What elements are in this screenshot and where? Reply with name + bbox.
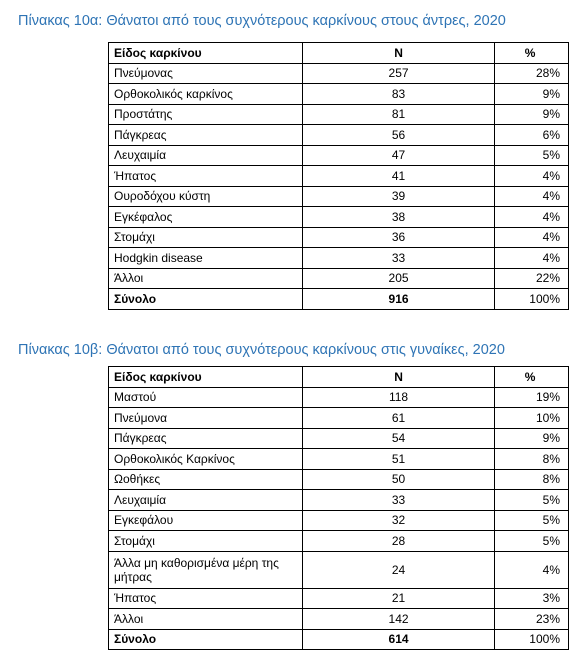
table-row: [109, 145, 569, 166]
cell-count: 205: [302, 268, 494, 289]
cell-cancer-type: Λευχαιμία: [109, 145, 303, 166]
cell-count: 21: [302, 588, 494, 609]
cell-cancer-type: Ωοθήκες: [109, 469, 303, 490]
header-percent: %: [495, 367, 569, 388]
cell-percent: 28%: [495, 63, 569, 84]
cell-percent: 5%: [495, 490, 569, 511]
cell-count: 257: [302, 63, 494, 84]
header-percent: %: [495, 43, 569, 64]
cell-percent: 4%: [495, 186, 569, 207]
cell-percent: 4%: [495, 227, 569, 248]
cell-cancer-type: Εγκέφαλος: [109, 207, 303, 228]
cell-cancer-type: Πνεύμονα: [109, 408, 303, 429]
cell-count: 33: [302, 490, 494, 511]
table-row: [109, 387, 569, 408]
table-row: [109, 227, 569, 248]
cell-cancer-type: Πάγκρεας: [109, 428, 303, 449]
cell-count: 47: [302, 145, 494, 166]
cell-percent: 8%: [495, 469, 569, 490]
cell-cancer-type: Άλλοι: [109, 609, 303, 630]
cell-percent: 5%: [495, 145, 569, 166]
cell-count: 32: [302, 510, 494, 531]
cell-count: 51: [302, 449, 494, 470]
cell-percent: 9%: [495, 84, 569, 105]
cell-cancer-type: Λευχαιμία: [109, 490, 303, 511]
table-total-row: [109, 629, 569, 650]
table-row: [109, 186, 569, 207]
total-cell-count: 614: [302, 629, 494, 650]
cell-count: 56: [302, 125, 494, 146]
total-cell-percent: 100%: [495, 629, 569, 650]
cell-count: 61: [302, 408, 494, 429]
cell-cancer-type: Μαστού: [109, 387, 303, 408]
cell-percent: 9%: [495, 104, 569, 125]
cell-count: 24: [302, 551, 494, 588]
table-row: [109, 588, 569, 609]
table-row: [109, 510, 569, 531]
cell-count: 33: [302, 248, 494, 269]
table-row: [109, 449, 569, 470]
table-row: [109, 207, 569, 228]
cell-percent: 8%: [495, 449, 569, 470]
cell-cancer-type: Ορθοκολικός καρκίνος: [109, 84, 303, 105]
cell-cancer-type: Πνεύμονας: [109, 63, 303, 84]
cell-cancer-type: Πάγκρεας: [109, 125, 303, 146]
header-count: N: [302, 43, 494, 64]
table-row: [109, 408, 569, 429]
men-cancer-deaths-table: [108, 42, 569, 310]
cell-count: 81: [302, 104, 494, 125]
header-cancer-type: Είδος καρκίνου: [109, 43, 303, 64]
cell-cancer-type: Ορθοκολικός Καρκίνος: [109, 449, 303, 470]
cell-cancer-type: Ήπατος: [109, 588, 303, 609]
cell-count: 36: [302, 227, 494, 248]
header-cancer-type: Είδος καρκίνου: [109, 367, 303, 388]
table-row: [109, 469, 569, 490]
total-cell-cancer-type: Σύνολο: [109, 629, 303, 650]
cell-cancer-type: Άλλα μη καθορισμένα μέρη της μήτρας: [109, 551, 303, 588]
header-count: N: [302, 367, 494, 388]
table-row: [109, 125, 569, 146]
cell-cancer-type: Ουροδόχου κύστη: [109, 186, 303, 207]
cell-count: 39: [302, 186, 494, 207]
table-b-body: [109, 387, 569, 650]
cell-count: 83: [302, 84, 494, 105]
table-row: [109, 268, 569, 289]
cell-count: 41: [302, 166, 494, 187]
table-b-caption: Πίνακας 10β: Θάνατοι από τους συχνότερους καρκίνους στις γυναίκες, 2020: [18, 342, 505, 358]
table-row: [109, 104, 569, 125]
women-cancer-deaths-table: [108, 366, 569, 650]
table-row: [109, 490, 569, 511]
total-cell-percent: 100%: [495, 289, 569, 310]
cell-count: 54: [302, 428, 494, 449]
cell-percent: 19%: [495, 387, 569, 408]
table-row: [109, 551, 569, 588]
table-total-row: [109, 289, 569, 310]
table-a-caption: Πίνακας 10α: Θάνατοι από τους συχνότερους καρκίνους στους άντρες, 2020: [18, 13, 506, 29]
cell-percent: 3%: [495, 588, 569, 609]
table-header-row: [109, 43, 569, 64]
cell-cancer-type: Στομάχι: [109, 531, 303, 552]
cell-cancer-type: Ήπατος: [109, 166, 303, 187]
cell-count: 50: [302, 469, 494, 490]
cell-percent: 9%: [495, 428, 569, 449]
cell-cancer-type: Εγκεφάλου: [109, 510, 303, 531]
cell-percent: 5%: [495, 531, 569, 552]
cell-percent: 4%: [495, 166, 569, 187]
cell-count: 142: [302, 609, 494, 630]
table-header-row: [109, 367, 569, 388]
table-row: [109, 63, 569, 84]
cell-cancer-type: Προστάτης: [109, 104, 303, 125]
table-a-body: [109, 63, 569, 309]
cell-count: 28: [302, 531, 494, 552]
cell-percent: 5%: [495, 510, 569, 531]
cell-percent: 6%: [495, 125, 569, 146]
cell-percent: 22%: [495, 268, 569, 289]
cell-percent: 10%: [495, 408, 569, 429]
table-row: [109, 166, 569, 187]
table-row: [109, 531, 569, 552]
total-cell-cancer-type: Σύνολο: [109, 289, 303, 310]
cell-percent: 4%: [495, 248, 569, 269]
cell-percent: 4%: [495, 551, 569, 588]
table-row: [109, 248, 569, 269]
cell-cancer-type: Στομάχι: [109, 227, 303, 248]
cell-cancer-type: Hodgkin disease: [109, 248, 303, 269]
table-row: [109, 84, 569, 105]
cell-percent: 23%: [495, 609, 569, 630]
total-cell-count: 916: [302, 289, 494, 310]
cell-cancer-type: Άλλοι: [109, 268, 303, 289]
table-row: [109, 609, 569, 630]
cell-percent: 4%: [495, 207, 569, 228]
table-row: [109, 428, 569, 449]
cell-count: 38: [302, 207, 494, 228]
cell-count: 118: [302, 387, 494, 408]
